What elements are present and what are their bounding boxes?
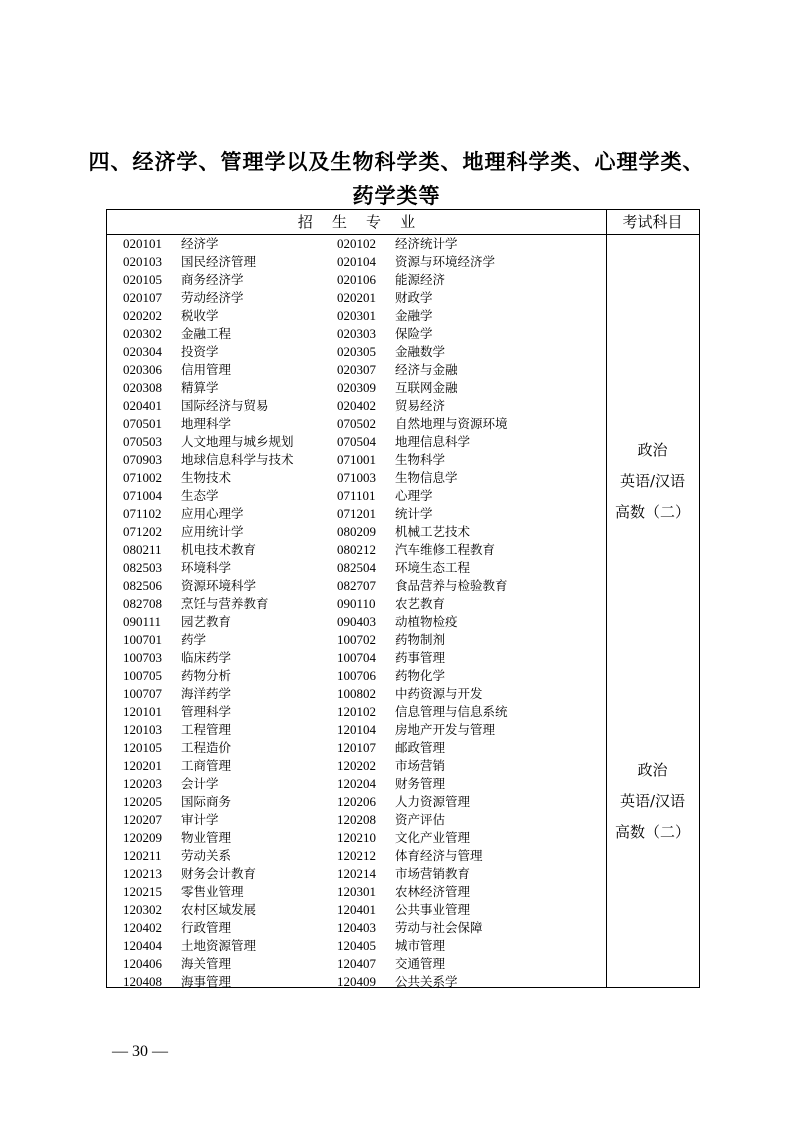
major-name: 农艺教育	[395, 596, 446, 611]
major-name: 信用管理	[181, 362, 232, 377]
major-code: 020103	[123, 254, 162, 269]
major-code: 020107	[123, 290, 162, 305]
major-code: 120214	[337, 866, 376, 881]
major-code: 120212	[337, 848, 376, 863]
table-row	[107, 469, 606, 487]
exam-subject-math: 高数（二）	[614, 823, 690, 841]
major-name: 劳动与社会保障	[395, 920, 483, 935]
table-row	[107, 775, 606, 793]
major-name: 工程造价	[181, 740, 232, 755]
major-name: 工程管理	[181, 722, 232, 737]
major-code: 120102	[337, 704, 376, 719]
major-code: 020305	[337, 344, 376, 359]
major-code: 120105	[123, 740, 162, 755]
table-row	[107, 505, 606, 523]
major-name: 投资学	[181, 344, 219, 359]
major-name: 应用心理学	[181, 506, 244, 521]
major-name: 心理学	[395, 488, 433, 503]
major-code: 120103	[123, 722, 162, 737]
major-name: 汽车维修工程教育	[395, 542, 496, 557]
major-code: 120215	[123, 884, 162, 899]
major-code: 120201	[123, 758, 162, 773]
table-row	[107, 901, 606, 919]
major-name: 金融数学	[395, 344, 446, 359]
major-name: 公共事业管理	[395, 902, 471, 917]
exam-subjects-group-1	[606, 435, 699, 528]
major-name: 工商管理	[181, 758, 232, 773]
major-code: 020106	[337, 272, 376, 287]
major-name: 邮政管理	[395, 740, 446, 755]
major-code: 120204	[337, 776, 376, 791]
major-code: 071101	[337, 488, 376, 503]
table-row	[107, 631, 606, 649]
major-name: 劳动经济学	[181, 290, 244, 305]
major-name: 能源经济	[395, 272, 446, 287]
major-code: 020309	[337, 380, 376, 395]
major-name: 管理科学	[181, 704, 232, 719]
major-code: 100707	[123, 686, 162, 701]
major-name: 海关管理	[181, 956, 232, 971]
major-code: 082707	[337, 578, 376, 593]
table-row	[107, 307, 606, 325]
major-code: 120301	[337, 884, 376, 899]
major-code: 120407	[337, 956, 376, 971]
major-code: 120403	[337, 920, 376, 935]
major-code: 120207	[123, 812, 162, 827]
major-name: 保险学	[395, 326, 433, 341]
major-name: 中药资源与开发	[395, 686, 483, 701]
table-row	[107, 685, 606, 703]
major-name: 精算学	[181, 380, 219, 395]
table-row	[107, 649, 606, 667]
major-name: 烹饪与营养教育	[181, 596, 269, 611]
table-row	[107, 397, 606, 415]
table-row	[107, 325, 606, 343]
major-code: 120404	[123, 938, 162, 953]
major-name: 审计学	[181, 812, 219, 827]
major-name: 生物科学	[395, 452, 446, 467]
table-row	[107, 451, 606, 469]
exam-subject-language: 英语/汉语	[619, 472, 686, 490]
table-row	[107, 289, 606, 307]
major-code: 120210	[337, 830, 376, 845]
major-code: 071003	[337, 470, 376, 485]
major-code: 100702	[337, 632, 376, 647]
major-name: 海洋药学	[181, 686, 232, 701]
major-name: 贸易经济	[395, 398, 446, 413]
table-row	[107, 577, 606, 595]
major-name: 行政管理	[181, 920, 232, 935]
major-name: 机电技术教育	[181, 542, 257, 557]
table-row	[107, 523, 606, 541]
major-code: 020308	[123, 380, 162, 395]
major-code: 071202	[123, 524, 162, 539]
table-row	[107, 919, 606, 937]
major-code: 100704	[337, 650, 376, 665]
table-row	[107, 811, 606, 829]
major-name: 交通管理	[395, 956, 446, 971]
major-name: 园艺教育	[181, 614, 232, 629]
exam-subject-language: 英语/汉语	[619, 792, 686, 810]
major-code: 120213	[123, 866, 162, 881]
table-row	[107, 973, 606, 991]
major-name: 药物化学	[395, 668, 446, 683]
major-code: 082506	[123, 578, 162, 593]
major-code: 020306	[123, 362, 162, 377]
major-code: 100802	[337, 686, 376, 701]
table-row	[107, 829, 606, 847]
majors-list	[107, 235, 606, 991]
major-name: 农林经济管理	[395, 884, 471, 899]
table-row	[107, 703, 606, 721]
table-row	[107, 379, 606, 397]
major-code: 020307	[337, 362, 376, 377]
major-code: 120405	[337, 938, 376, 953]
major-name: 环境科学	[181, 560, 232, 575]
major-name: 地理科学	[181, 416, 232, 431]
major-name: 商务经济学	[181, 272, 244, 287]
page-title-line-1: 四、经济学、管理学以及生物科学类、地理科学类、心理学类、	[88, 150, 705, 174]
major-code: 080211	[123, 542, 162, 557]
major-name: 公共关系学	[395, 974, 458, 989]
major-code: 071201	[337, 506, 376, 521]
major-code: 120211	[123, 848, 162, 863]
major-code: 120206	[337, 794, 376, 809]
major-name: 动植物检疫	[395, 614, 458, 629]
major-name: 市场营销教育	[395, 866, 471, 881]
major-name: 药学	[181, 632, 207, 647]
exam-subjects-group-2	[606, 755, 699, 848]
major-code: 070903	[123, 452, 162, 467]
major-name: 互联网金融	[395, 380, 458, 395]
table-row	[107, 721, 606, 739]
major-name: 农村区域发展	[181, 902, 257, 917]
major-name: 经济统计学	[395, 236, 458, 251]
page-title-line-2: 药学类等	[352, 184, 441, 208]
major-code: 020301	[337, 308, 376, 323]
major-code: 082503	[123, 560, 162, 575]
major-name: 生物技术	[181, 470, 232, 485]
major-code: 020202	[123, 308, 162, 323]
major-code: 120202	[337, 758, 376, 773]
major-code: 020104	[337, 254, 376, 269]
table-row	[107, 667, 606, 685]
major-name: 会计学	[181, 776, 219, 791]
major-code: 070504	[337, 434, 376, 449]
major-code: 120205	[123, 794, 162, 809]
major-code: 020101	[123, 236, 162, 251]
major-code: 120208	[337, 812, 376, 827]
major-code: 120101	[123, 704, 162, 719]
major-code: 120302	[123, 902, 162, 917]
table-row	[107, 595, 606, 613]
major-code: 080212	[337, 542, 376, 557]
major-code: 020402	[337, 398, 376, 413]
major-name: 药物分析	[181, 668, 232, 683]
major-code: 070503	[123, 434, 162, 449]
major-code: 082708	[123, 596, 162, 611]
major-name: 资产评估	[395, 812, 446, 827]
table-row	[107, 865, 606, 883]
exam-subject-math: 高数（二）	[614, 503, 690, 521]
major-name: 财务会计教育	[181, 866, 257, 881]
major-name: 市场营销	[395, 758, 446, 773]
major-name: 体育经济与管理	[395, 848, 483, 863]
major-code: 020401	[123, 398, 162, 413]
major-code: 120107	[337, 740, 376, 755]
table-row	[107, 955, 606, 973]
major-name: 食品营养与检验教育	[395, 578, 508, 593]
major-name: 海事管理	[181, 974, 232, 989]
major-code: 071001	[337, 452, 376, 467]
major-code: 071002	[123, 470, 162, 485]
table-row	[107, 937, 606, 955]
table-row	[107, 415, 606, 433]
major-name: 地理信息科学	[395, 434, 471, 449]
major-code: 120401	[337, 902, 376, 917]
major-name: 劳动关系	[181, 848, 232, 863]
major-code: 020304	[123, 344, 162, 359]
column-header-majors: 招 生 专 业	[297, 213, 416, 231]
major-name: 财务管理	[395, 776, 446, 791]
major-name: 机械工艺技术	[395, 524, 471, 539]
major-code: 020303	[337, 326, 376, 341]
major-name: 国际商务	[181, 794, 232, 809]
major-code: 120203	[123, 776, 162, 791]
major-name: 人力资源管理	[395, 794, 471, 809]
major-code: 090403	[337, 614, 376, 629]
major-code: 070502	[337, 416, 376, 431]
table-row	[107, 613, 606, 631]
major-name: 城市管理	[395, 938, 446, 953]
table-row	[107, 793, 606, 811]
major-name: 药事管理	[395, 650, 446, 665]
table-row	[107, 559, 606, 577]
major-name: 人文地理与城乡规划	[181, 434, 294, 449]
major-code: 120402	[123, 920, 162, 935]
major-code: 100703	[123, 650, 162, 665]
table-row	[107, 433, 606, 451]
major-name: 零售业管理	[181, 884, 244, 899]
major-code: 020302	[123, 326, 162, 341]
major-name: 生态学	[181, 488, 219, 503]
major-name: 资源与环境经济学	[395, 254, 496, 269]
major-name: 资源环境科学	[181, 578, 257, 593]
major-name: 房地产开发与管理	[395, 722, 496, 737]
major-name: 文化产业管理	[395, 830, 471, 845]
major-name: 经济学	[181, 236, 219, 251]
major-code: 080209	[337, 524, 376, 539]
major-code: 120409	[337, 974, 376, 989]
majors-table	[106, 209, 700, 988]
major-code: 020201	[337, 290, 376, 305]
major-name: 经济与金融	[395, 362, 458, 377]
major-name: 信息管理与信息系统	[395, 704, 508, 719]
major-name: 临床药学	[181, 650, 232, 665]
exam-subject-politics: 政治	[637, 441, 668, 459]
page-number: — 30 —	[112, 1043, 168, 1060]
major-name: 金融工程	[181, 326, 232, 341]
table-row	[107, 739, 606, 757]
table-row	[107, 271, 606, 289]
major-code: 020105	[123, 272, 162, 287]
major-code: 071004	[123, 488, 162, 503]
column-header-exam-subjects: 考试科目	[622, 213, 683, 231]
major-code: 120209	[123, 830, 162, 845]
major-name: 生物信息学	[395, 470, 458, 485]
major-code: 090110	[337, 596, 376, 611]
major-name: 药物制剂	[395, 632, 446, 647]
major-name: 地球信息科学与技术	[181, 452, 294, 467]
table-row	[107, 253, 606, 271]
table-row	[107, 541, 606, 559]
major-name: 金融学	[395, 308, 433, 323]
table-row	[107, 883, 606, 901]
major-code: 100706	[337, 668, 376, 683]
major-code: 070501	[123, 416, 162, 431]
major-code: 020102	[337, 236, 376, 251]
major-code: 071102	[123, 506, 162, 521]
exam-subject-politics: 政治	[637, 761, 668, 779]
major-code: 120406	[123, 956, 162, 971]
major-name: 税收学	[181, 308, 219, 323]
table-row	[107, 361, 606, 379]
major-name: 土地资源管理	[181, 938, 257, 953]
major-name: 财政学	[395, 290, 433, 305]
major-name: 应用统计学	[181, 524, 244, 539]
major-name: 环境生态工程	[395, 560, 471, 575]
major-name: 统计学	[395, 506, 433, 521]
table-row	[107, 847, 606, 865]
major-code: 100701	[123, 632, 162, 647]
table-row	[107, 487, 606, 505]
major-name: 自然地理与资源环境	[395, 416, 508, 431]
major-name: 国际经济与贸易	[181, 398, 269, 413]
major-code: 100705	[123, 668, 162, 683]
major-name: 物业管理	[181, 830, 232, 845]
major-code: 090111	[123, 614, 162, 629]
table-row	[107, 235, 606, 253]
major-code: 120408	[123, 974, 162, 989]
column-divider	[606, 210, 607, 987]
major-code: 120104	[337, 722, 376, 737]
table-row	[107, 757, 606, 775]
major-name: 国民经济管理	[181, 254, 257, 269]
major-code: 082504	[337, 560, 376, 575]
table-row	[107, 343, 606, 361]
